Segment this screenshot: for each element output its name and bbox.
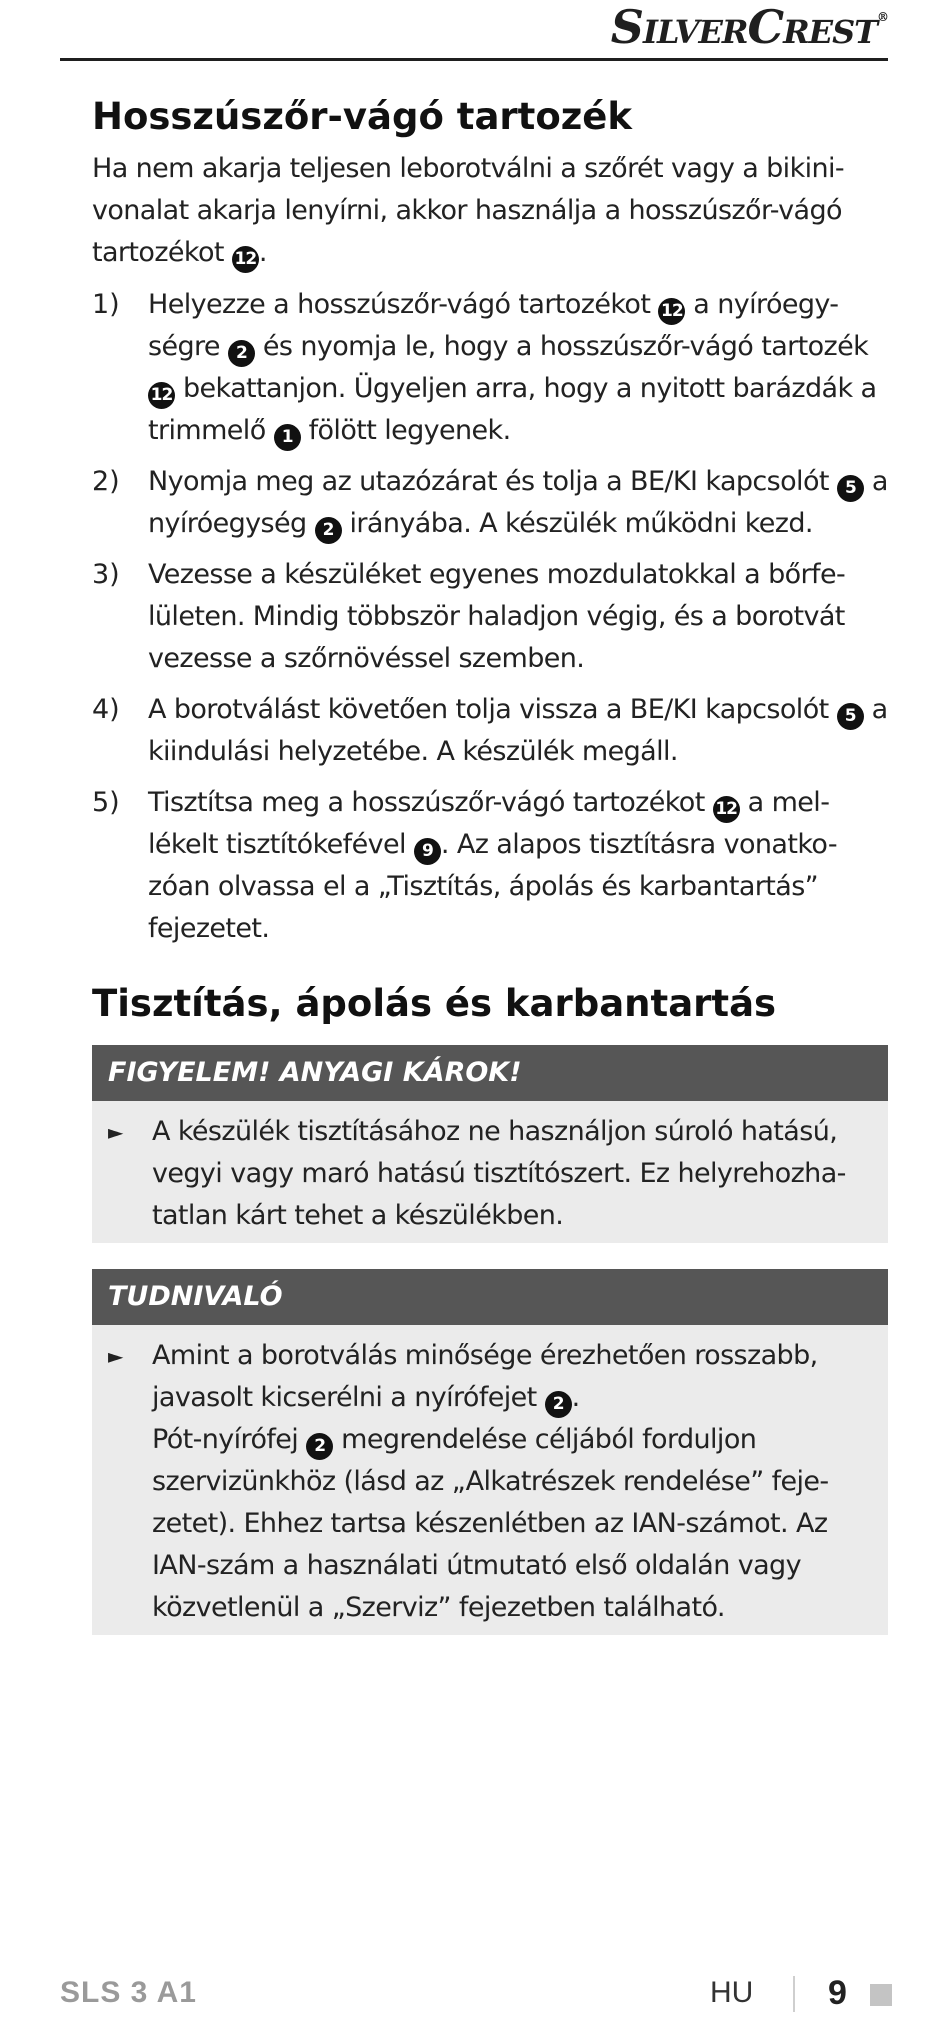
reference-number-badge: 12: [658, 298, 685, 325]
triangle-bullet-icon: ►: [108, 1120, 124, 1144]
reference-number-badge: 2: [545, 1391, 572, 1418]
bullet-item: [108, 1335, 878, 1629]
reference-number-badge: 12: [713, 796, 740, 823]
triangle-bullet-icon: ►: [108, 1344, 124, 1368]
note-box: [92, 1269, 888, 1635]
list-item: [92, 554, 888, 680]
footer-divider: [793, 1976, 795, 2012]
reference-number-badge: 12: [148, 382, 175, 409]
step-text: Tisztítsa meg a hosszúszőr-vágó tartozékot 12 a mel-lékelt tisztítókefével 9 . Az alapos tisztításra vonatko-zóan olvassa el a „Tisztítás, ápolás és karbantartás” fejezetet.: [148, 787, 837, 944]
note-heading: TUDNIVALÓ: [92, 1269, 888, 1325]
reference-number-badge: 1: [274, 424, 301, 451]
square-marker-icon: [870, 1984, 892, 2006]
list-item: [92, 461, 888, 545]
step-text: Nyomja meg az utazózárat és tolja a BE/KI kapcsolót 5 a nyíróegység 2 irányába. A készülék működni kezd.: [148, 461, 888, 545]
note-body: [92, 1325, 888, 1635]
list-item: [92, 689, 888, 773]
step-text: A borotválást követően tolja vissza a BE/KI kapcsolót 5 a kiindulási helyzetébe. A készülék megáll.: [148, 694, 888, 767]
model-number: SLS 3 A1: [60, 1976, 197, 2009]
warning-heading: FIGYELEM! ANYAGI KÁROK!: [92, 1045, 888, 1101]
reference-number-badge: 2: [315, 517, 342, 544]
reference-number-badge: 9: [414, 838, 441, 865]
bullet-item: [108, 1111, 878, 1237]
reference-number-badge: 2: [306, 1433, 333, 1460]
reference-number-badge: 5: [837, 703, 864, 730]
intro-paragraph: Ha nem akarja teljesen leborotválni a szőrét vagy a bikini-vonalat akarja lenyírni, akkor használja a hosszúszőr-vágó tartozékot 12.: [92, 148, 888, 274]
step-text: Vezesse a készüléket egyenes mozdulatokkal a bőrfe-lületen. Mindig többször haladjon végig, és a borotvát vezesse a szőrnövéssel szemben.: [148, 559, 846, 674]
header-rule: [60, 58, 888, 61]
steps-list: [92, 284, 888, 950]
page-number: 9: [828, 1974, 847, 2012]
reference-number-badge: 5: [837, 475, 864, 502]
step-text: Helyezze a hosszúszőr-vágó tartozékot 12 a nyíróegy-ségre 2 és nyomja le, hogy a hosszúszőr-vágó tartozék 12 bekattanjon. Ügyeljen arra, hogy a nyitott barázdák a trimmelő 1 fölött legyenek.: [148, 284, 888, 452]
page-footer: [60, 1976, 888, 2016]
brand-name: SilverCrest: [610, 0, 877, 54]
step-number: 4): [92, 694, 120, 725]
page-content: [92, 95, 888, 1661]
warning-body: [92, 1101, 888, 1243]
step-number: 5): [92, 787, 120, 818]
list-item: [92, 284, 888, 452]
registered-mark: ®: [877, 10, 888, 24]
step-number: 2): [92, 466, 120, 497]
section-title-cleaning: Tisztítás, ápolás és karbantartás: [92, 982, 777, 1025]
section-title-trimmer: Hosszúszőr-vágó tartozék: [92, 95, 633, 138]
bullet-text: Amint a borotválás minősége érezhetően rosszabb, javasolt kicserélni a nyírófejet 2 . Pót-nyírófej 2 megrendelése céljából forduljon szervizünkhöz (lásd az „Alkatrészek rendelése” feje-zetet). Ehhez tartsa készenlétben az IAN-számot. Az IAN-szám a használati útmutató első oldalán vagy közvetlenül a „Szerviz” fejezetben található.: [152, 1340, 829, 1623]
reference-number-badge: 2: [228, 340, 255, 367]
language-code: HU: [710, 1976, 754, 2009]
list-item: [92, 782, 888, 950]
warning-box: [92, 1045, 888, 1243]
reference-number-badge: 12: [232, 246, 259, 273]
bullet-text: A készülék tisztításához ne használjon súroló hatású, vegyi vagy maró hatású tisztítószert. Ez helyrehozha-tatlan kárt tehet a készülékben.: [152, 1116, 846, 1231]
step-number: 3): [92, 559, 120, 590]
step-number: 1): [92, 289, 120, 320]
brand-logo: [611, 0, 888, 54]
